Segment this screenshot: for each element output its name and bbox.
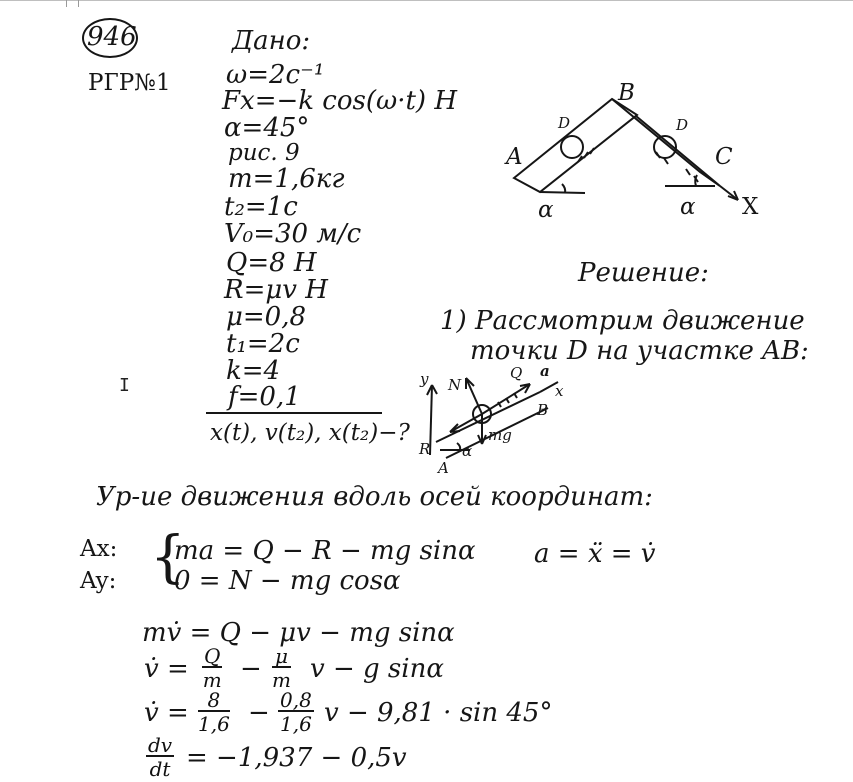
fraction-numerator: Q [204,644,221,668]
fraction-denominator: 1,6 [198,712,230,736]
label-c: C [715,144,733,170]
given-line: f=0,1 [228,382,301,412]
given-title: Дано: [232,26,311,56]
force-label-q: Q [510,364,523,382]
equation-line-3-lhs: v̇ = [144,698,189,728]
y-axis [430,385,432,455]
label-a: A [506,144,523,170]
label-b: B [618,80,635,106]
fraction-numerator: dv [148,733,173,757]
fraction-numerator: 8 [198,690,230,712]
given-line: Q=8 Н [226,248,317,278]
solution-title: Решение: [578,258,709,288]
fraction-denominator: m [272,668,291,692]
given-line: k=4 [226,356,281,386]
minus-sign: − [240,654,262,684]
given-line: ω=2с⁻¹ [226,60,325,90]
label-alpha-right: α [680,194,696,220]
label-d-left: D [558,114,571,132]
equations-heading: Ур-ие движения вдоль осей координат: [96,482,653,512]
given-line: V₀=30 м/с [224,219,362,249]
fraction-q-over-m [202,646,222,690]
ay-equation: 0 = N − mg cosα [174,566,401,596]
text-cursor-icon: I [119,375,130,396]
find-line: x(t), v(t₂), x(t₂)−? [210,420,410,446]
problem-number: 946 [87,22,137,52]
force-label-a-vec: a [540,362,550,380]
given-line: m=1,6кг [228,164,345,194]
acceleration-definition: a = ẍ = v̇ [534,539,656,569]
given-line: α=45° [224,113,310,143]
ax-equation: ma = Q − R − mg sinα [174,536,476,566]
force-label-a-point: A [438,459,449,477]
fraction-numerator: 0,8 [280,688,312,712]
equation-line-2-tail: v − g sinα [310,654,444,684]
minus-sign: − [248,698,270,728]
label-alpha-left: α [538,197,554,223]
fraction-mu-over-m [272,646,291,690]
fraction-denominator: m [202,668,222,692]
force-label-y: y [420,370,429,388]
given-line: Fx=−k cos(ω·t) Н [222,86,457,116]
variant-label: РГР№1 [88,70,171,96]
fraction-dv-dt [146,735,174,779]
fraction-denominator: dt [149,757,171,781]
equation-line-1: mv̇ = Q − μv − mg sinα [142,618,455,648]
given-line: t₁=2с [226,329,300,359]
step1-line2: точки D на участке AB: [470,336,809,366]
incline-walls [436,392,548,458]
alpha-arc [457,443,460,450]
label-x: X [742,194,759,220]
label-d-right: D [676,116,689,134]
given-line: t₂=1с [224,192,298,222]
fraction-8-over-1-6 [198,690,230,734]
fraction-0-8-over-1-6 [278,690,314,734]
force-label-r: R [419,440,431,458]
force-label-b: B [537,401,549,419]
ax-label: Ax: [80,536,118,562]
force-label-mg: mg [488,426,512,444]
force-label-n: N [448,376,462,394]
force-label-alpha: α [462,442,473,460]
given-line: μ=0,8 [226,302,307,332]
given-line: рис. 9 [228,140,300,166]
given-line: R=μv Н [224,275,328,305]
force-label-x: x [555,382,564,400]
system-brace: { [150,525,186,590]
step1-line1: 1) Рассмотрим движение [440,306,805,336]
ay-label: Ay: [80,568,117,594]
equation-line-3-tail: v − 9,81 · sin 45° [324,698,553,728]
fraction-denominator: 1,6 [280,712,312,736]
equation-line-4-rhs: = −1,937 − 0,5v [186,743,407,773]
fraction-numerator: μ [272,646,291,668]
equation-line-2-lhs: v̇ = [144,654,189,684]
